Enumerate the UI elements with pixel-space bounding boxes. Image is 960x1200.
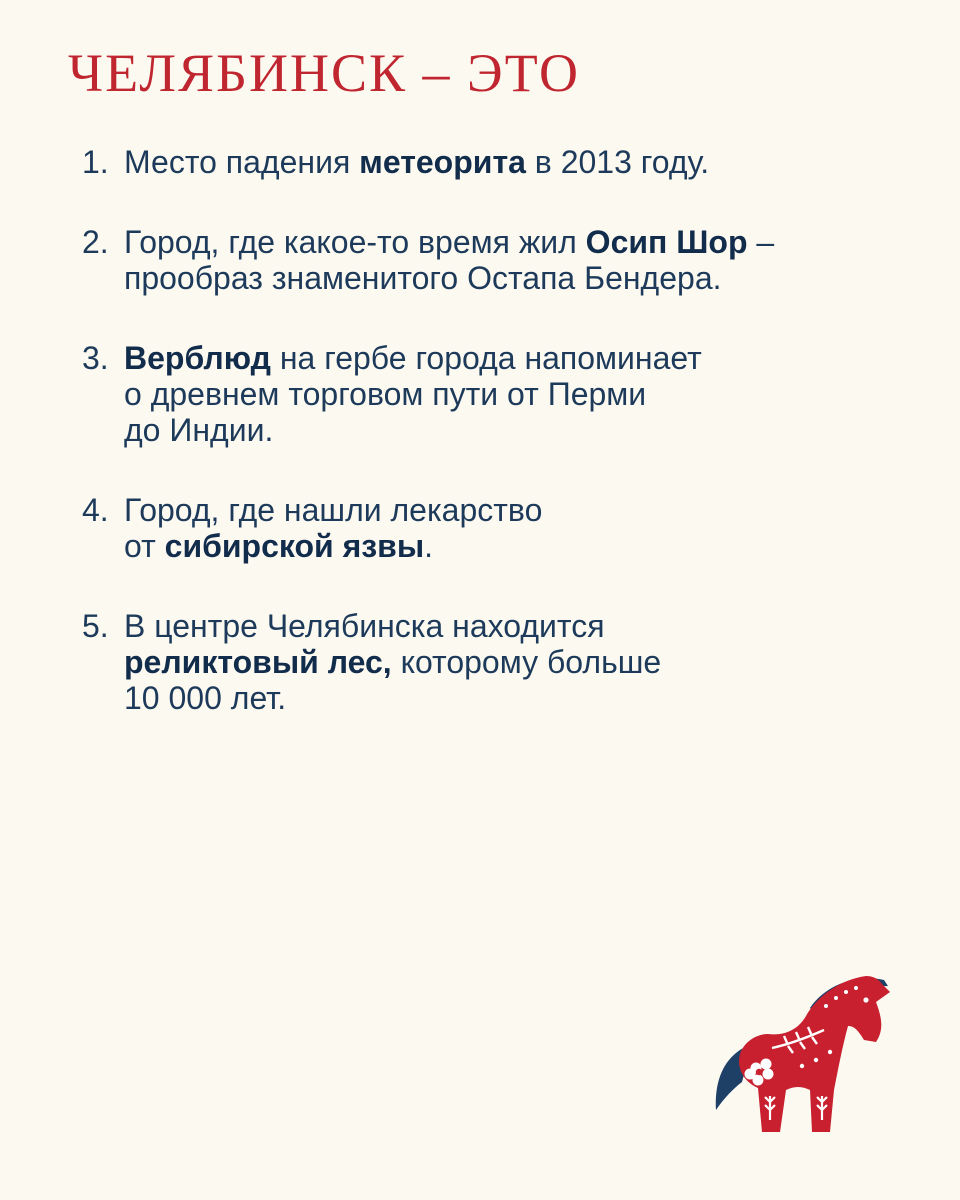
fact-line xyxy=(124,412,902,448)
fact-segment: – xyxy=(747,224,775,260)
fact-line xyxy=(124,144,902,180)
fact-segment: на гербе города напоминает xyxy=(270,340,702,376)
fact-line xyxy=(124,492,902,528)
page-title: ЧЕЛЯБИНСК – ЭТО xyxy=(68,43,580,103)
fact-segment: Место падения xyxy=(124,144,360,180)
fact-segment: 10 000 лет. xyxy=(124,680,287,716)
fact-item xyxy=(82,224,902,296)
fact-text xyxy=(124,608,902,716)
fact-highlight: метеорита xyxy=(359,144,526,180)
fact-text xyxy=(124,492,902,564)
fact-line xyxy=(124,340,902,376)
fact-item xyxy=(82,492,902,564)
fact-highlight: Осип Шор xyxy=(585,224,748,260)
fact-highlight: Верблюд xyxy=(124,340,271,376)
fact-item xyxy=(82,144,902,180)
fact-line xyxy=(124,680,902,716)
fact-segment: . xyxy=(424,528,434,564)
fact-segment: которому больше xyxy=(391,644,662,680)
fact-segment: в 2013 году. xyxy=(525,144,710,180)
fact-segment: Город, где какое-то время жил xyxy=(124,224,586,260)
fact-highlight: реликтовый лес, xyxy=(124,644,392,680)
fact-segment: В центре Челябинска находится xyxy=(124,608,605,644)
fact-line xyxy=(124,376,902,412)
fact-line xyxy=(124,644,902,680)
fact-number: 5. xyxy=(82,608,109,644)
fact-number: 3. xyxy=(82,340,109,376)
fact-text xyxy=(124,224,902,296)
dala-horse-icon xyxy=(706,970,896,1140)
fact-segment: Город, где нашли лекарство xyxy=(124,492,543,528)
fact-line xyxy=(124,608,902,644)
fact-segment: прообраз знаменитого Остапа Бендера. xyxy=(124,260,722,296)
fact-text xyxy=(124,144,902,180)
fact-text xyxy=(124,340,902,448)
fact-segment: о древнем торговом пути от Перми xyxy=(124,376,647,412)
fact-line xyxy=(124,528,902,564)
fact-item xyxy=(82,608,902,716)
fact-segment: от xyxy=(124,528,165,564)
fact-number: 2. xyxy=(82,224,109,260)
fact-line xyxy=(124,260,902,296)
fact-line xyxy=(124,224,902,260)
fact-segment: до Индии. xyxy=(124,412,274,448)
fact-highlight: сибирской язвы xyxy=(164,528,425,564)
fact-number: 4. xyxy=(82,492,109,528)
fact-item xyxy=(82,340,902,448)
fact-number: 1. xyxy=(82,144,109,180)
facts-list xyxy=(82,144,902,760)
